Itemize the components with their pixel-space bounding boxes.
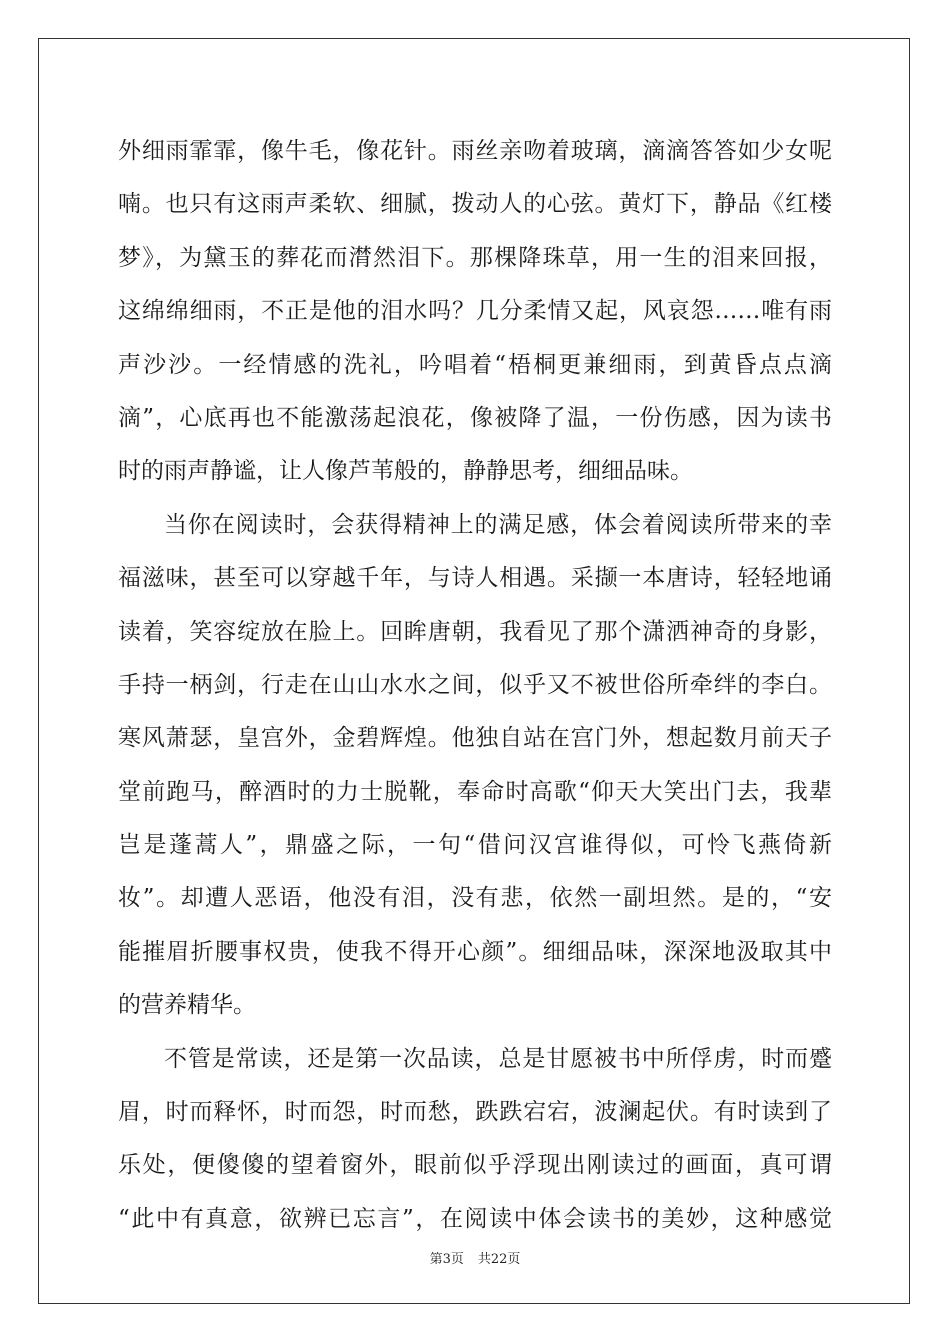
- page-footer: [0, 1248, 950, 1267]
- paragraph-1: [118, 125, 832, 499]
- text-line: 乐处，便傻傻的望着窗外，眼前似乎浮现出刚读过的画面，真可谓: [118, 1152, 832, 1179]
- text-line: 妆”。却遭人恶语，他没有泪，没有悲，依然一副坦然。是的，“安: [118, 885, 832, 912]
- text-line: 眉，时而释怀，时而怨，时而愁，跌跌宕宕，波澜起伏。有时读到了: [118, 1099, 832, 1126]
- text-line: 岂是蓬蒿人”，鼎盛之际，一句“借问汉宫谁得似，可怜飞燕倚新: [118, 832, 832, 859]
- text-line: 手持一柄剑，行走在山山水水之间，似乎又不被世俗所牵绊的李白。: [118, 671, 832, 698]
- text-line: 梦》，为黛玉的葬花而潸然泪下。那棵降珠草，用一生的泪来回报，: [118, 244, 832, 271]
- text-line: 福滋味，甚至可以穿越千年，与诗人相遇。采撷一本唐诗，轻轻地诵: [118, 565, 832, 592]
- text-line: 的营养精华。: [118, 992, 256, 1019]
- paragraph-3: [118, 1033, 832, 1247]
- page-number: 第3页: [429, 1252, 464, 1267]
- text-line: 时的雨声静谧，让人像芦苇般的，静静思考，细细品味。: [118, 458, 693, 485]
- text-line: 堂前跑马，醉酒时的力士脱靴，奉命时高歌“仰天大笑出门去，我辈: [118, 778, 832, 805]
- text-line: 声沙沙。一经情感的洗礼，吟唱着“梧桐更兼细雨，到黄昏点点滴: [118, 351, 832, 378]
- text-line: 能摧眉折腰事权贵，使我不得开心颜”。细细品味，深深地汲取其中: [118, 938, 832, 965]
- text-line: 读着，笑容绽放在脸上。回眸唐朝，我看见了那个潇洒神奇的身影，: [118, 618, 832, 645]
- text-line: 喃。也只有这雨声柔软、细腻，拨动人的心弦。黄灯下，静品《红楼: [118, 191, 832, 218]
- text-line: 不管是常读，还是第一次品读，总是甘愿被书中所俘虏，时而蹙: [164, 1045, 832, 1072]
- text-line: 这绵绵细雨，不正是他的泪水吗？几分柔情又起，风哀怨……唯有雨: [118, 298, 832, 325]
- text-line: 滴”，心底再也不能激荡起浪花，像被降了温，一份伤感，因为读书: [118, 404, 832, 431]
- text-line: 外细雨霏霏，像牛毛，像花针。雨丝亲吻着玻璃，滴滴答答如少女呢: [118, 138, 832, 164]
- text-line: “此中有真意，欲辨已忘言”，在阅读中体会读书的美妙，这种感觉: [118, 1205, 832, 1232]
- text-line: 寒风萧瑟，皇宫外，金碧辉煌。他独自站在宫门外，想起数月前天子: [118, 725, 832, 752]
- paragraph-2: [118, 499, 832, 1033]
- document-body: [118, 125, 832, 1246]
- page-total: 共22页: [477, 1252, 521, 1267]
- text-line: 当你在阅读时，会获得精神上的满足感，体会着阅读所带来的幸: [164, 511, 832, 538]
